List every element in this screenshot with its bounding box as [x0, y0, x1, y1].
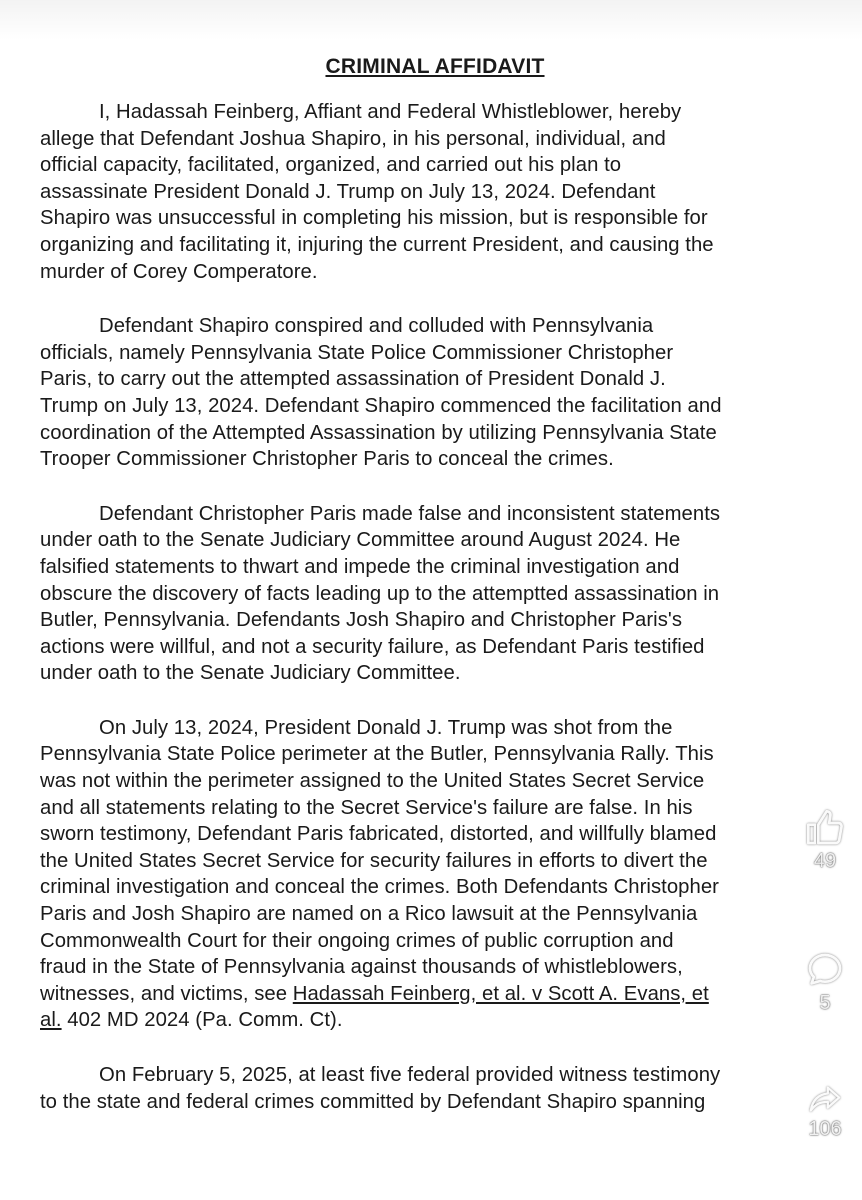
text-line: was not within the perimeter assigned to the United States Secret Service: [40, 770, 705, 793]
text-line: organizing and facilitating it, injuring the current President, and causing the: [40, 233, 714, 256]
citation-tail: 402 MD 2024 (Pa. Comm. Ct).: [61, 1009, 343, 1032]
case-citation-link[interactable]: Hadassah Feinberg, et al. v Scott A. Evans, et: [292, 982, 709, 1005]
text-line: Butler, Pennsylvania. Defendants Josh Shapiro and Christopher Paris's: [40, 609, 683, 632]
text-line: murder of Corey Comperatore.: [40, 260, 318, 283]
text-line: I, Hadassah Feinberg, Affiant and Federal Whistleblower, hereby: [99, 101, 682, 123]
case-citation-link-continued[interactable]: al.: [40, 1009, 62, 1032]
text-line: On July 13, 2024, President Donald J. Trump was shot from the: [99, 716, 673, 739]
paragraph-2: [40, 313, 830, 473]
paragraph-3: [40, 501, 830, 687]
paragraph-5: [40, 1062, 830, 1115]
text-line: Pennsylvania State Police perimeter at the Butler, Pennsylvania Rally. This: [40, 743, 714, 766]
text-line: falsified statements to thwart and impede the criminal investigation and: [40, 555, 680, 578]
text-line: Defendant Christopher Paris made false and inconsistent statements: [99, 502, 721, 525]
text-line: Trooper Commissioner Christopher Paris to conceal the crimes.: [40, 448, 614, 471]
like-count: 49: [813, 850, 837, 872]
thumbs-up-icon: [805, 808, 845, 848]
text-line: witnesses, and victims, see: [40, 982, 293, 1005]
share-button[interactable]: [794, 1082, 856, 1141]
text-line: Trump on July 13, 2024. Defendant Shapiro commenced the facilitation and: [40, 394, 722, 417]
comment-count: 5: [819, 992, 831, 1014]
share-count: 106: [808, 1118, 842, 1140]
paragraph-4: [40, 715, 830, 1034]
text-line: obscure the discovery of facts leading up to the attemptted assassination in: [40, 582, 720, 605]
text-line: Commonwealth Court for their ongoing crimes of public corruption and: [40, 929, 674, 952]
text-line: criminal investigation and conceal the crimes. Both Defendants Christopher: [40, 876, 719, 899]
text-line: Paris and Josh Shapiro are named on a Rico lawsuit at the Pennsylvania: [40, 903, 698, 926]
text-line: fraud in the State of Pennsylvania against thousands of whistleblowers,: [40, 956, 683, 979]
text-line-with-citation: [40, 1007, 830, 1034]
text-line: under oath to the Senate Judiciary Committee around August 2024. He: [40, 529, 681, 552]
text-line: allege that Defendant Joshua Shapiro, in his personal, individual, and: [40, 127, 666, 150]
text-line: the United States Secret Service for security failures in efforts to divert the: [40, 849, 708, 872]
text-line: Paris, to carry out the attempted assassination of President Donald J.: [40, 368, 666, 391]
text-line: actions were willful, and not a security failure, as Defendant Paris testified: [40, 635, 705, 658]
text-line: Defendant Shapiro conspired and colluded with Pennsylvania: [99, 315, 654, 338]
text-line: assassinate President Donald J. Trump on July 13, 2024. Defendant: [40, 180, 656, 203]
text-line-with-citation: [40, 981, 830, 1008]
text-line: Shapiro was unsuccessful in completing his mission, but is responsible for: [40, 207, 708, 230]
affidavit-page: [40, 55, 830, 1143]
text-line: official capacity, facilitated, organized, and carried out his plan to: [40, 154, 622, 177]
text-line: On February 5, 2025, at least five federal provided witness testimony: [99, 1064, 721, 1086]
share-arrow-icon: [806, 1082, 844, 1116]
text-line: under oath to the Senate Judiciary Committee.: [40, 662, 461, 685]
comment-button[interactable]: [794, 950, 856, 1015]
paragraph-1: [40, 99, 830, 285]
text-line: coordination of the Attempted Assassination by utilizing Pennsylvania State: [40, 421, 717, 444]
text-line: and all statements relating to the Secret Service's failure are false. In his: [40, 796, 693, 819]
like-button[interactable]: [794, 808, 856, 873]
document-title: CRIMINAL AFFIDAVIT: [325, 55, 545, 78]
text-line: officials, namely Pennsylvania State Police Commissioner Christopher: [40, 341, 674, 364]
comment-bubble-icon: [805, 950, 845, 990]
text-line: to the state and federal crimes committed by Defendant Shapiro spanning: [40, 1090, 706, 1113]
text-line: sworn testimony, Defendant Paris fabricated, distorted, and willfully blamed: [40, 823, 717, 846]
